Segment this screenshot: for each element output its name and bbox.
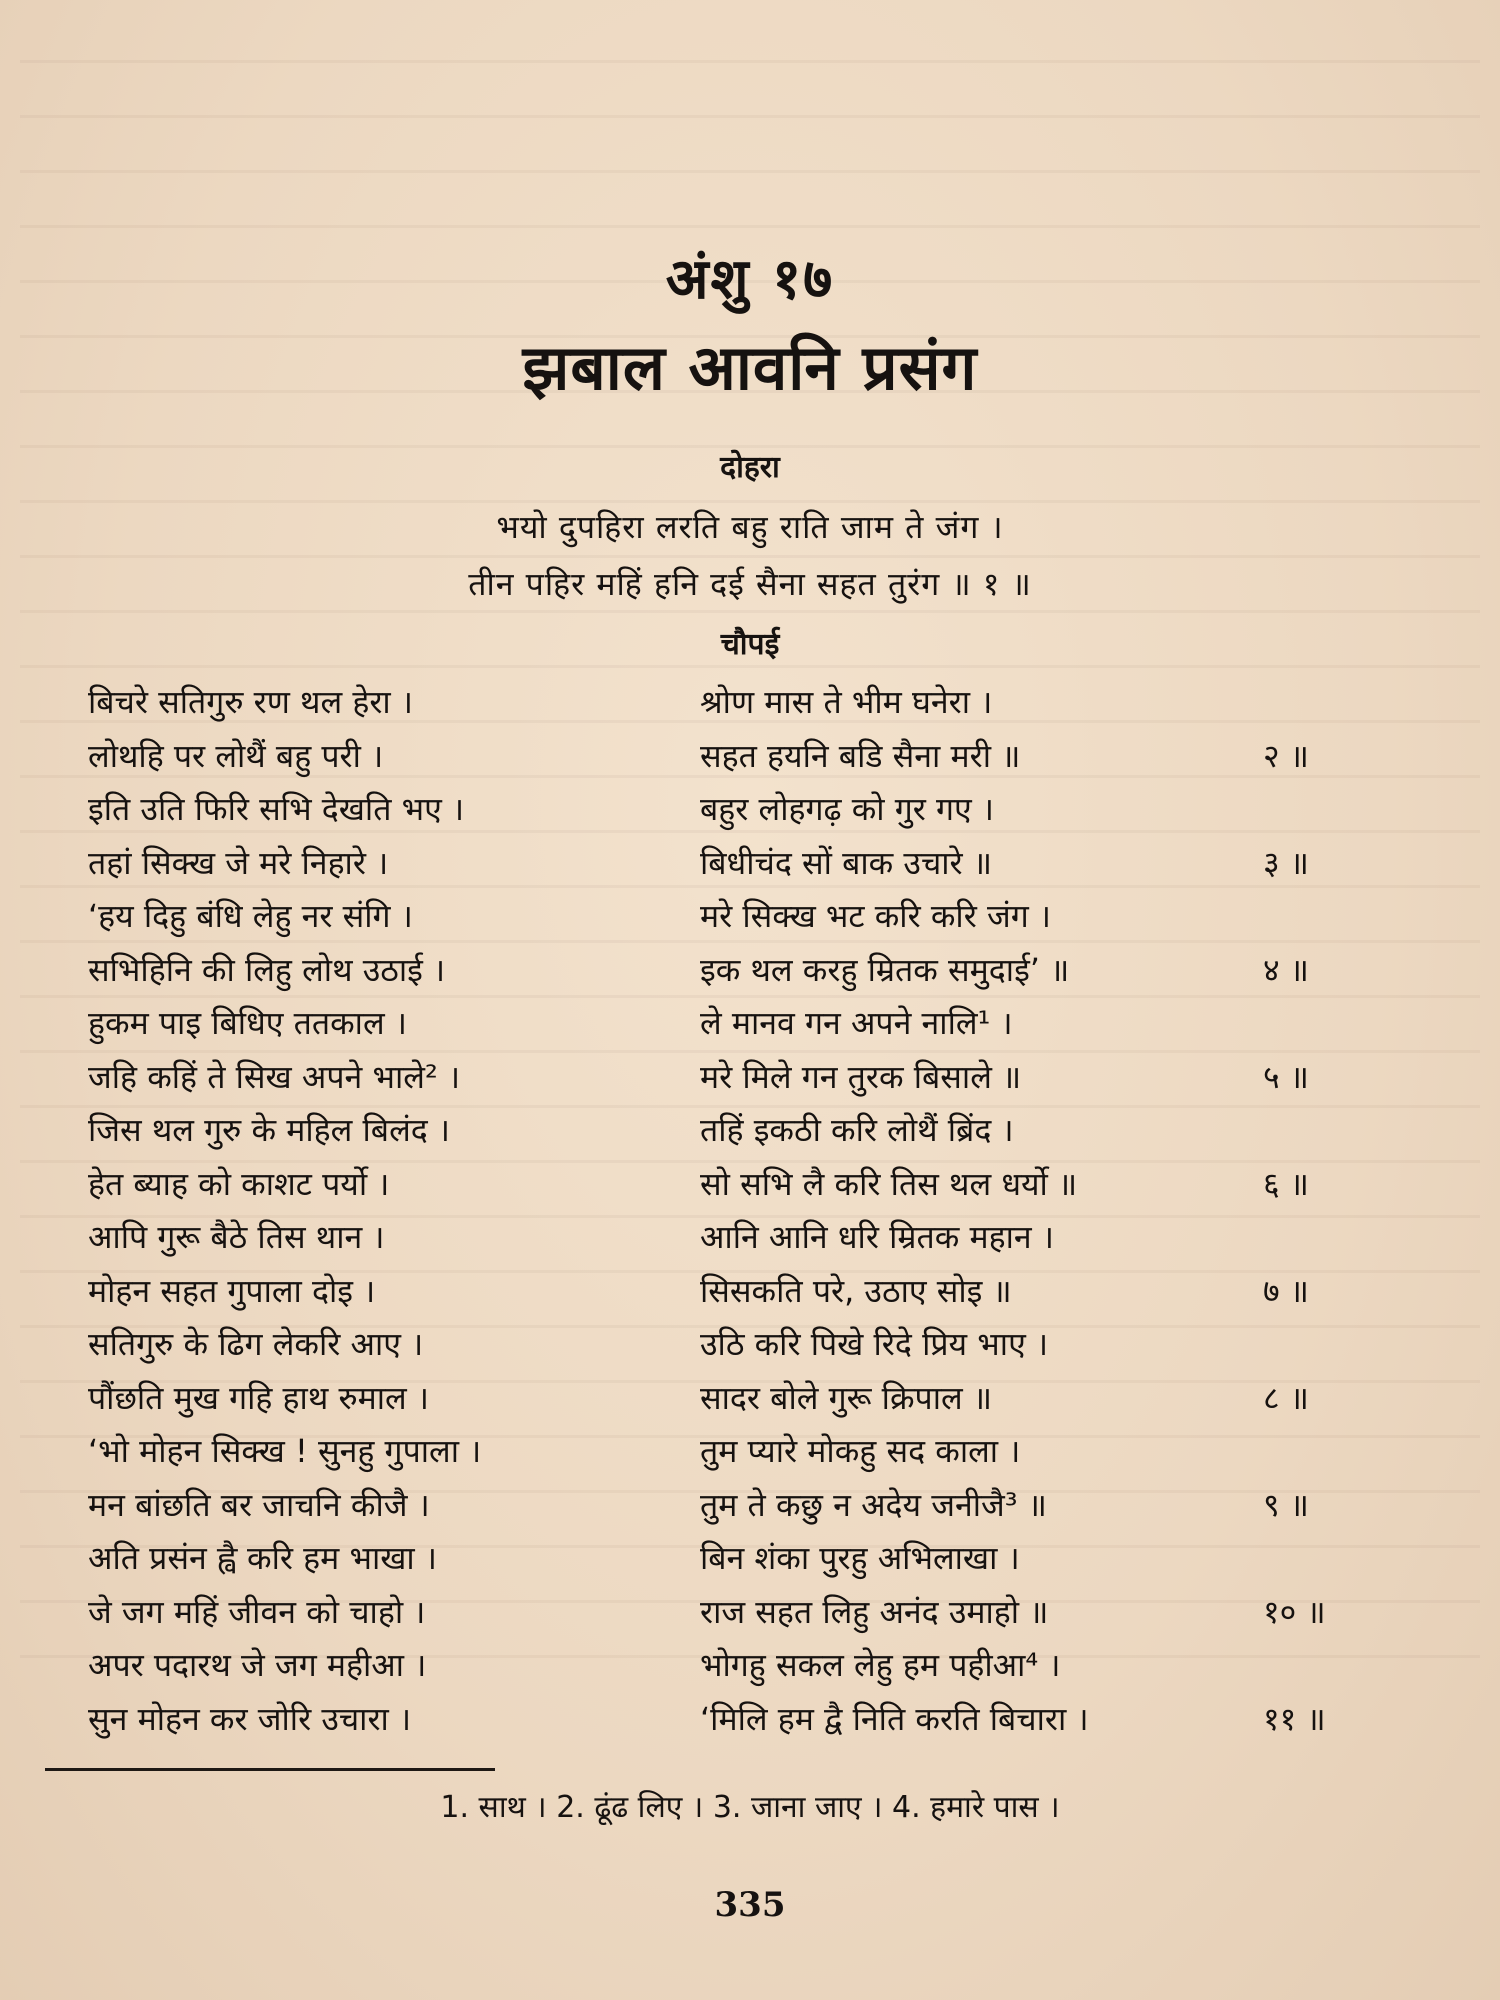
verse-right: उठि करि पिखे रिदे प्रिय भाए ।	[700, 1325, 1049, 1363]
verse-line	[88, 1483, 1448, 1537]
verse-right: ले मानव गन अपने नालि¹ ।	[700, 1004, 1013, 1042]
verse-left: आपि गुरू बैठे तिस थान ।	[88, 1218, 385, 1256]
verse-line	[88, 1162, 1448, 1216]
verse-left: जहि कहिं ते सिख अपने भाले² ।	[88, 1057, 461, 1096]
verse-right: बिन शंका पुरहु अभिलाखा ।	[700, 1539, 1020, 1577]
verse-left: सुन मोहन कर जोरि उचारा ।	[88, 1699, 412, 1738]
page-number: 335	[714, 1885, 786, 1925]
verse-right: सादर बोले गुरू क्रिपाल ॥	[700, 1378, 993, 1417]
verse-line	[88, 734, 1448, 788]
verse-left: इति उति फिरि सभि देखति भए ।	[88, 790, 465, 828]
verse-right: भोगहु सकल लेहु हम पहीआ⁴ ।	[700, 1646, 1061, 1684]
chaupai-label: चौपई	[720, 627, 780, 662]
chaupai-verses	[88, 680, 1448, 1750]
verse-right: बिधीचंद सों बाक उचारे ॥	[700, 843, 992, 882]
verse-right: श्रोण मास ते भीम घनेरा ।	[700, 683, 993, 721]
verse-left: ‘हय दिहु बंधि लेहु नर संगि ।	[88, 897, 413, 935]
verse-line	[88, 1590, 1448, 1644]
verse-right: सिसकति परे, उठाए सोइ ॥	[700, 1271, 1012, 1310]
verse-line	[88, 948, 1448, 1002]
verse-number: ८ ॥	[1263, 1378, 1309, 1417]
verse-number: ४ ॥	[1263, 950, 1309, 989]
verse-number: ७ ॥	[1263, 1271, 1309, 1310]
verse-line	[88, 1536, 1448, 1590]
verse-left: तहां सिक्ख जे मरे निहारे ।	[88, 843, 389, 882]
verse-line	[88, 1697, 1448, 1751]
verse-left: मोहन सहत गुपाला दोइ ।	[88, 1271, 376, 1310]
verse-right: इक थल करहु म्रितक समुदाई’ ॥	[700, 950, 1070, 989]
verse-left: जे जग महिं जीवन को चाहो ।	[88, 1592, 426, 1631]
verse-right: आनि आनि धरि म्रितक महान ।	[700, 1218, 1054, 1256]
verse-left: अति प्रसंन ह्वै करि हम भाखा ।	[88, 1539, 437, 1577]
verse-number: ५ ॥	[1263, 1057, 1309, 1096]
verse-right: मरे मिले गन तुरक बिसाले ॥	[700, 1057, 1022, 1096]
verse-number: ६ ॥	[1263, 1164, 1309, 1203]
verse-right: राज सहत लिहु अनंद उमाहो ॥	[700, 1592, 1049, 1631]
verse-right: बहुर लोहगढ़ को गुर गए ।	[700, 790, 995, 828]
chapter-number: अंशु १७	[665, 247, 835, 312]
verse-line	[88, 1055, 1448, 1109]
verse-number: ९ ॥	[1263, 1485, 1309, 1524]
verse-left: अपर पदारथ जे जग महीआ ।	[88, 1646, 427, 1684]
verse-number: ११ ॥	[1263, 1699, 1326, 1738]
footnotes: 1. साथ । 2. ढूंढ लिए । 3. जाना जाए । 4. हमारे पास ।	[440, 1790, 1060, 1825]
verse-right: तहिं इकठी करि लोथैं ब्रिंद ।	[700, 1111, 1014, 1149]
doha-line: भयो दुपहिरा लरति बहु राति जाम ते जंग ।	[496, 508, 1004, 546]
verse-number: १० ॥	[1263, 1592, 1326, 1631]
verse-line	[88, 841, 1448, 895]
verse-left: हुकम पाइ बिधिए ततकाल ।	[88, 1004, 407, 1042]
verse-left: मन बांछति बर जाचनि कीजै ।	[88, 1485, 430, 1524]
verse-right: सो सभि लै करि तिस थल धर्यो ॥	[700, 1164, 1078, 1203]
verse-line	[88, 1429, 1448, 1483]
verse-left: जिस थल गुरु के महिल बिलंद ।	[88, 1111, 451, 1149]
verse-line	[88, 787, 1448, 841]
verse-line	[88, 894, 1448, 948]
verse-line	[88, 1376, 1448, 1430]
verse-left: ‘भो मोहन सिक्ख ! सुनहु गुपाला ।	[88, 1432, 482, 1470]
verse-line	[88, 1269, 1448, 1323]
verse-left: सभिहिनि की लिहु लोथ उठाई ।	[88, 950, 446, 989]
verse-left: बिचरे सतिगुरु रण थल हेरा ।	[88, 683, 414, 721]
verse-left: सतिगुरु के ढिग लेकरि आए ।	[88, 1325, 424, 1363]
footnote-divider	[45, 1768, 495, 1771]
verse-line	[88, 680, 1448, 734]
verse-line	[88, 1643, 1448, 1697]
verse-right: तुम प्यारे मोकहु सद काला ।	[700, 1432, 1021, 1470]
chapter-heading	[0, 245, 1500, 413]
verse-right: तुम ते कछु न अदेय जनीजै³ ॥	[700, 1485, 1047, 1524]
verse-right: ‘मिलि हम द्वै निति करति बिचारा ।	[700, 1699, 1089, 1738]
verse-left: हेत ब्याह को काशट पर्यो ।	[88, 1164, 390, 1203]
verse-number: २ ॥	[1263, 736, 1309, 775]
verse-line	[88, 1001, 1448, 1055]
verse-line	[88, 1108, 1448, 1162]
verse-left: लोथहि पर लोथैं बहु परी ।	[88, 736, 384, 775]
verse-line	[88, 1322, 1448, 1376]
doha-line: तीन पहिर महिं हनि दई सैना सहत तुरंग ॥ १ ॥	[468, 565, 1032, 603]
verse-left: पौंछति मुख गहि हाथ रुमाल ।	[88, 1378, 430, 1417]
chapter-title: झबाल आवनि प्रसंग	[522, 331, 978, 404]
verse-number: ३ ॥	[1263, 843, 1309, 882]
verse-right: सहत हयनि बडि सैना मरी ॥	[700, 736, 1021, 775]
verse-line	[88, 1215, 1448, 1269]
verse-right: मरे सिक्ख भट करि करि जंग ।	[700, 897, 1052, 935]
doha-label: दोहरा	[720, 450, 780, 485]
